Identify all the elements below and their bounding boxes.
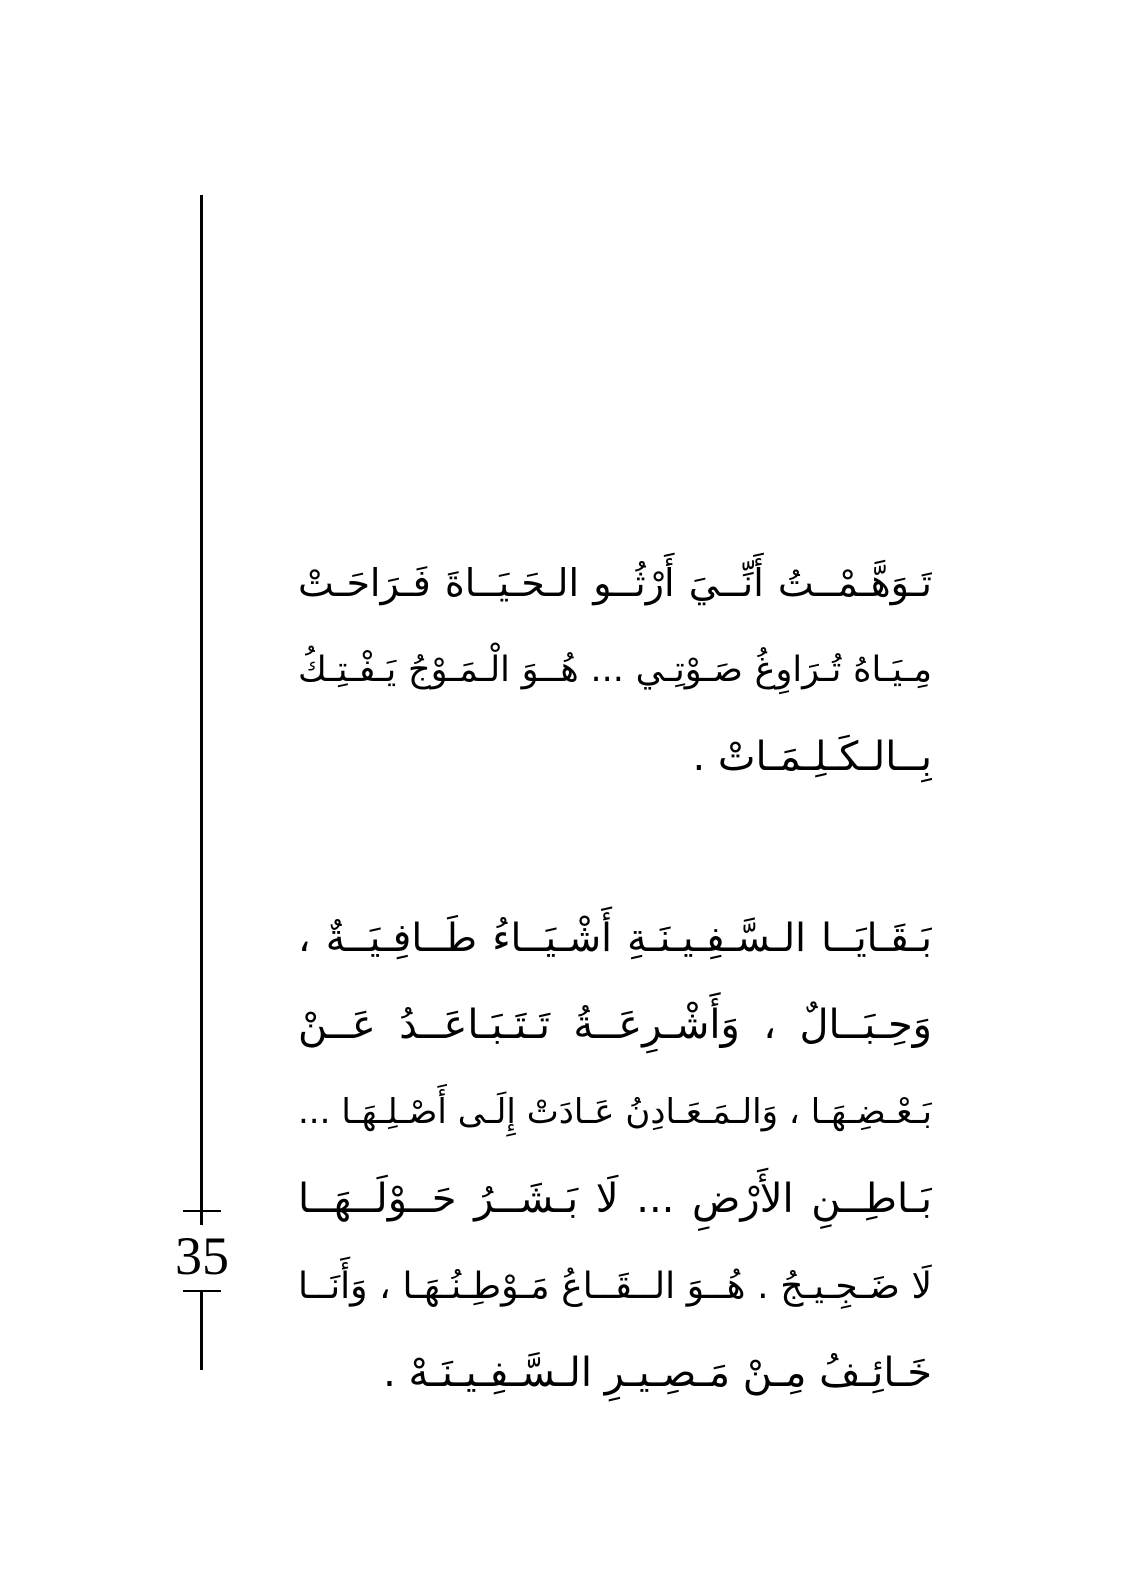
poem-line: خَـائِـفُ مِـنْ مَـصِـيـرِ الـسَّـفِـيـنَـهْ . bbox=[383, 1350, 932, 1396]
page-number-rule-top bbox=[183, 1210, 221, 1212]
stanza-2 bbox=[298, 895, 932, 1417]
page-number: 35 bbox=[175, 1226, 229, 1286]
poem-line: بَـعْـضِـهَـا ، وَالـمَـعَـادِنُ عَـادَتْ إِلَـى أَصْـلِـهَـا ... bbox=[298, 1092, 932, 1132]
margin-rule-top bbox=[200, 195, 203, 1225]
margin-rule-bottom bbox=[200, 1290, 203, 1370]
poem-line: لَا ضَـجِـيـجُ . هُــوَ الــقَــاعُ مَـوْطِـنُـهَـا ، وَأَنَــا bbox=[298, 1266, 932, 1307]
poem-line: بِــالـكَـلِـمَـاتْ . bbox=[692, 734, 932, 780]
poem-line: بَـقَـايَــا الـسَّـفِـيـنَـةِ أَشْـيَــاءُ طَــافِـيَــةٌ ، bbox=[298, 916, 932, 961]
poem-line: مِـيَـاهُ تُـرَاوِغُ صَـوْتِـي ... هُــوَ الْـمَـوْجُ يَـفْـتِـكُ bbox=[298, 650, 932, 690]
poem-line: تَـوَهَّـمْــتُ أَنِّــيَ أَرْثُــو الـحَـيَــاةَ فَـرَاحَـتْ bbox=[298, 561, 932, 605]
poem-line: وَحِـبَــالٌ ، وَأَشْـرِعَــةُ تَـتَـبَـاعَــدُ عَــنْ bbox=[298, 1002, 932, 1048]
stanza-1 bbox=[298, 540, 932, 801]
poem-line: بَـاطِــنِ الأَرْضِ ... لَا بَـشَــرُ حَــوْلَــهَــا bbox=[298, 1176, 932, 1222]
